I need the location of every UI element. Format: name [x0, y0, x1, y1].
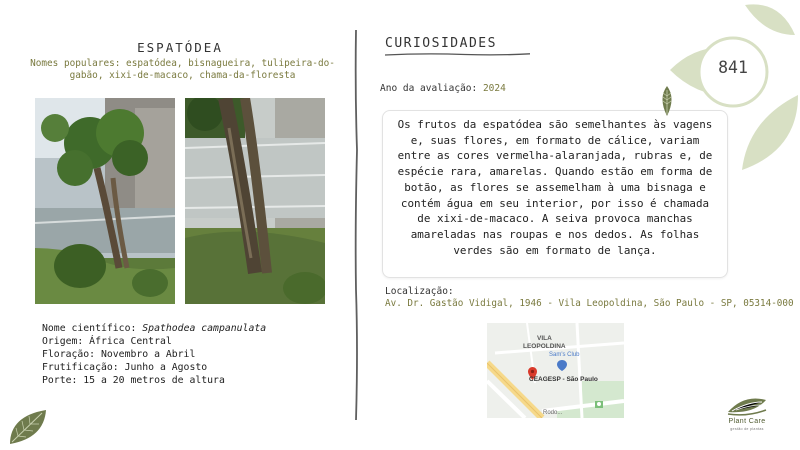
corner-leaf-icon: [8, 408, 48, 446]
plant-common-name: ESPATÓDEA: [137, 40, 223, 55]
curiosities-title: CURIOSIDADES: [385, 36, 497, 51]
size: Porte: 15 a 20 metros de altura: [42, 375, 225, 386]
flowering: Floração: Novembro a Abril: [42, 349, 196, 360]
scientific-name-row: [42, 322, 342, 335]
scientific-name-value: Spathodea campanulata: [142, 323, 267, 334]
year-label: Ano da avaliação:: [380, 83, 483, 94]
origin: Origem: África Central: [42, 336, 172, 347]
logo-tagline: gestão de plantas: [730, 427, 764, 431]
curiosities-text: Os frutos da espatódea são semelhantes às vagens e, suas flores, em formato de cálice, variam entre as cores vermelha-alaranjada, rubras e, de espécie rara, amarelas. Quando estão em forma de botão, as flores se assemelham à uma bisnaga e contém água em seu interior, por isso é chamada de xixi-de-macaco. A seiva provoca manchas amareladas nas roupas e nos dedos. As folhas verdes são em formato de lança.: [397, 118, 713, 257]
scientific-name-label: Nome científico:: [42, 323, 143, 334]
map-poi-1: Sam's Club: [549, 352, 580, 358]
location-label: Localização:: [385, 286, 454, 297]
fruiting: Frutificação: Junho a Agosto: [42, 362, 208, 373]
location-map[interactable]: [487, 323, 624, 418]
plant-care-logo: [722, 392, 772, 432]
map-street: Rodo...: [543, 410, 563, 416]
title-underline: [385, 52, 530, 57]
plant-photo-2: [185, 98, 325, 304]
badge-leaf-decoration: [670, 0, 800, 180]
plant-photo-1: [35, 98, 175, 304]
year-value: 2024: [482, 83, 506, 94]
column-divider: [352, 30, 360, 420]
map-poi-pin-icon: [557, 360, 567, 371]
map-district: VILA: [537, 335, 552, 342]
evaluation-year: [380, 83, 506, 94]
popular-names: Nomes populares: espatódea, bisnagueira, tulipeira-do-gabão, xixi-de-macaco, chama-da-floresta: [30, 58, 335, 81]
map-poi-2: CEAGESP - São Paulo: [529, 376, 598, 383]
badge-number: 841: [718, 58, 748, 77]
map-district-2: LEOPOLDINA: [523, 343, 566, 350]
logo-name: Plant Care: [728, 418, 766, 425]
leaf-icon: [658, 86, 676, 116]
location-address: Av. Dr. Gastão Vidigal, 1946 - Vila Leopoldina, São Paulo - SP, 05314-000: [385, 298, 794, 309]
plant-facts: [42, 322, 342, 387]
